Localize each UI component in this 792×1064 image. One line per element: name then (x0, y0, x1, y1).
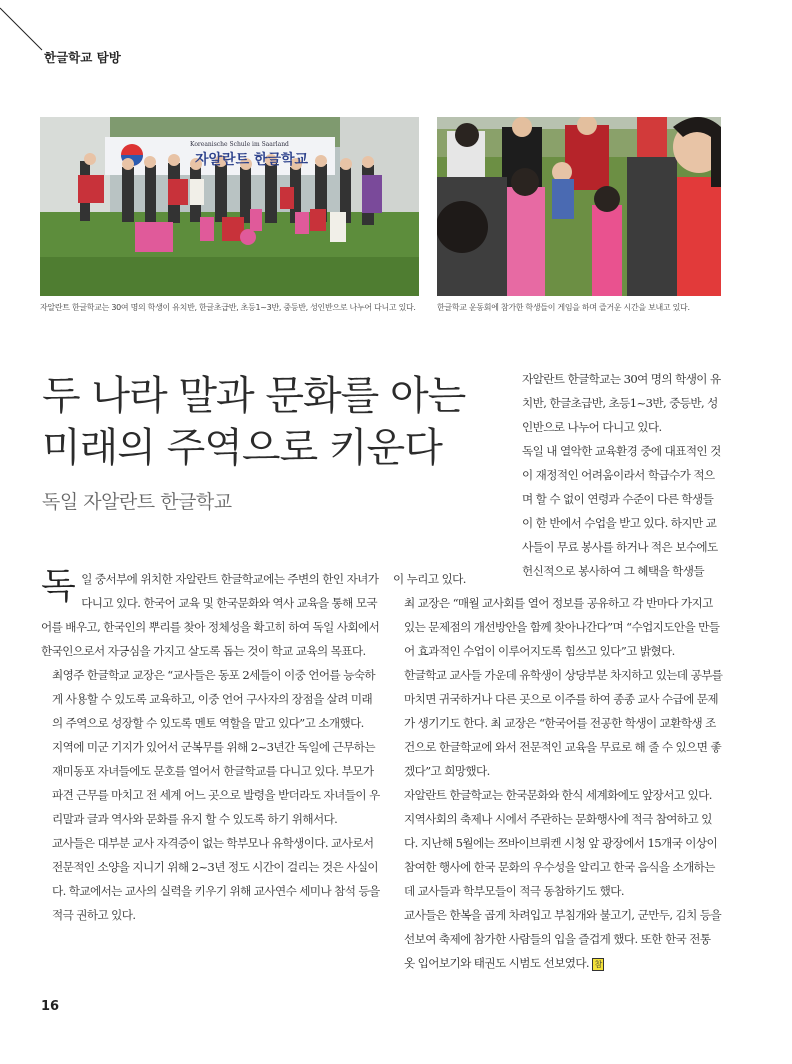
paragraph: 지역에 미군 기지가 있어서 군복무를 위해 2~3년간 독일에 근무하는 재미동포 자녀들에도 문호를 열어서 한글학교를 다니고 있다. 부모가 파견 근무를 마치고 전 세계 어느 곳으로 발령을 받더라도 자녀들이 우리말과 글과 역사와 문화를 유지 할 수 있도록 하기 위해서다. (52, 740, 380, 826)
sports-day-photo (437, 117, 721, 296)
end-mark-icon: 참 (592, 958, 604, 971)
page-number: 16 (41, 999, 60, 1014)
top-right-column (511, 367, 723, 583)
paragraph: 교사들은 대부분 교사 자격증이 없는 학부모나 유학생이다. 교사로서 전문적인 소양을 지니기 위해 2~3년 정도 시간이 걸리는 것은 사실이다. 학교에서는 교사의 실력을 키우기 위해 교사연수 세미나 참석 등을 적극 권하고 있다. (52, 836, 380, 922)
left-column (41, 567, 382, 927)
headline-line-2: 미래의 주역으로 키운다 (42, 425, 442, 471)
photo-caption-1: 자알란트 한글학교는 30여 명의 학생이 유치반, 한글초급반, 초등1~3반, 중등반, 성인반으로 나누어 다니고 있다. (40, 303, 416, 312)
banner-title: 자알란트 한글학교 (195, 152, 309, 168)
first-paragraph (41, 567, 382, 663)
paragraph: 한글학교 교사들 가운데 유학생이 상당부분 차지하고 있는데 공부를 마치면 귀국하거나 다른 곳으로 이주를 하여 종종 교사 수급에 문제가 생기기도 한다. 최 교장은 “한국어를 전공한 학생이 교환학생 조건으로 한글학교에 와서 전문적인 교육을 무료로 해 줄 수 있으면 좋겠다”고 희망했다. (404, 668, 723, 778)
final-paragraph (393, 903, 723, 975)
group-photo (40, 117, 419, 296)
article-headline (42, 370, 492, 474)
paragraph: 자알란트 한글학교는 30여 명의 학생이 유치반, 한글초급반, 초등1~3반, 중등반, 성인반으로 나누어 다니고 있다. (522, 372, 721, 434)
paragraph: 최영주 한글학교 교장은 “교사들은 동포 2세들이 이중 언어를 능숙하게 사용할 수 있도록 교육하고, 이중 언어 구사자의 장점을 살려 미래의 주역으로 성장할 수 있도록 멘토 역할을 맡고 있다”고 소개했다. (52, 668, 375, 730)
paragraph: 최 교장은 “매월 교사회를 열어 정보를 공유하고 각 반마다 가지고 있는 문제점의 개선방안을 함께 찾아나간다”며 “수업지도안을 만들어 효과적인 수업이 이루어지도록 힘쓰고 있다”고 밝혔다. (404, 596, 720, 658)
banner-subtitle: Koreanische Schule im Saarland (190, 141, 289, 148)
paragraph: 독일 내 열악한 교육환경 중에 대표적인 것이 재정적인 어려움이라서 학급수가 적으며 할 수 없이 연령과 수준이 다른 학생들이 한 반에서 수업을 받고 있다. 하지만 교사들이 무료 봉사를 하거나 적은 보수에도 헌신적으로 봉사하여 그 혜택을 학생들 (522, 444, 721, 578)
section-label: 한글학교 탐방 (44, 50, 121, 65)
right-column (393, 567, 723, 975)
photo-caption-2: 한글학교 운동회에 참가한 학생들이 게임을 하며 즐거운 시간을 보내고 있다. (437, 303, 690, 312)
drop-cap: 독 (41, 566, 76, 607)
paragraph: 자알란트 한글학교는 한국문화와 한식 세계화에도 앞장서고 있다. 지역사회의 축제나 시에서 주관하는 문화행사에 적극 참여하고 있다. 지난해 5월에는 쯔바이브뤼켄 시청 앞 광장에서 15개국 이상이 참여한 행사에 한국 문화의 우수성을 알리고 한국 음식을 소개하는데 교사들과 학부모들이 적극 동참하기도 했다. (404, 788, 718, 898)
headline-line-1: 두 나라 말과 문화를 아는 (42, 373, 466, 419)
first-paragraph-text: 일 중서부에 위치한 자알란트 한글학교에는 주변의 한인 자녀가 다니고 있다. 한국어 교육 및 한국문화와 역사 교육을 통해 모국어를 배우고, 한국인의 뿌리를 찾아 정체성을 확고히 하여 독일 사회에서 한국인으로서 자긍심을 가지고 살도록 돕는 것이 학교 교육의 목표다. (41, 572, 380, 658)
paragraph-continuation: 이 누리고 있다. (393, 572, 466, 586)
final-paragraph-text: 교사들은 한복을 곱게 차려입고 부침개와 불고기, 군만두, 김치 등을 선보여 축제에 참가한 사람들의 입을 즐겁게 했다. 또한 한국 전통 옷 입어보기와 태권도 시범도 선보였다. (404, 908, 722, 970)
article-subhead: 독일 자알란트 한글학교 (42, 491, 232, 513)
